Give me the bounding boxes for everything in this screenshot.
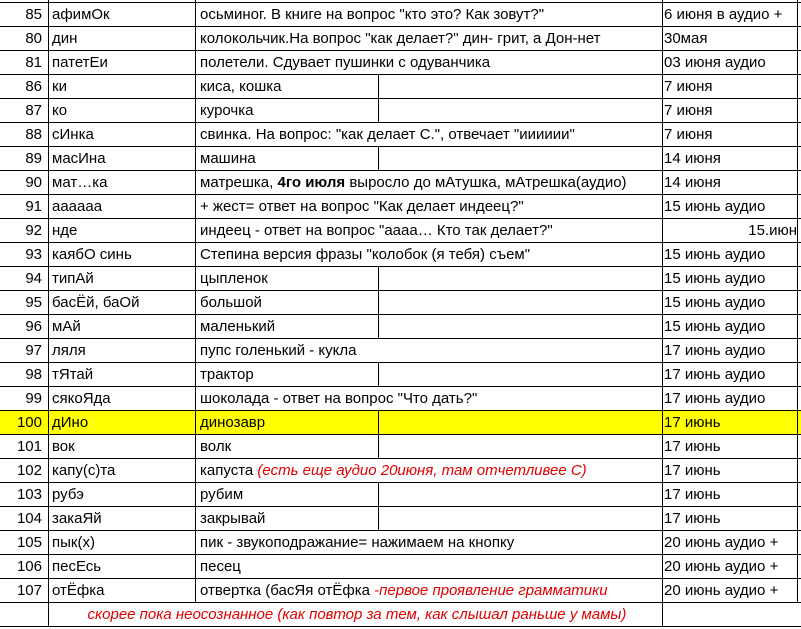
date-cell[interactable]: 20 июнь аудио + bbox=[664, 558, 779, 575]
meaning-bold-text: 4го июля bbox=[277, 174, 346, 191]
meaning-text: свинка. На вопрос: "как делает С.", отвечает "ииииии" bbox=[200, 126, 575, 143]
meaning-text: выросло до мАтушка, мАтрешка(аудио) bbox=[345, 174, 627, 191]
word-cell[interactable]: ляля bbox=[52, 342, 86, 359]
date-cell[interactable]: 03 июня аудио bbox=[664, 54, 766, 71]
word-cell[interactable]: мат…ка bbox=[52, 174, 108, 191]
meaning-text: пупс голенький - кукла bbox=[200, 342, 357, 359]
meaning-cell[interactable] bbox=[200, 531, 662, 555]
word-cell[interactable]: каябО синь bbox=[52, 246, 132, 263]
table-row bbox=[0, 219, 801, 243]
row-border bbox=[0, 530, 801, 531]
meaning-note: (есть еще аудио 20июня, там отчетливее С) bbox=[257, 462, 587, 479]
row-border bbox=[0, 242, 801, 243]
meaning-text: рубим bbox=[200, 486, 244, 503]
table-row bbox=[0, 147, 801, 171]
row-border bbox=[0, 314, 801, 315]
row-number-cell[interactable]: 88 bbox=[25, 126, 42, 143]
meaning-cell[interactable] bbox=[200, 507, 662, 531]
row-border bbox=[0, 434, 801, 435]
word-cell[interactable]: отЁфка bbox=[52, 582, 105, 599]
date-cell[interactable]: 17 июнь bbox=[664, 414, 721, 431]
word-cell[interactable]: дин bbox=[52, 30, 78, 47]
row-number-cell[interactable]: 81 bbox=[25, 54, 42, 71]
cell-border bbox=[378, 146, 379, 171]
date-cell[interactable]: 15 июнь аудио bbox=[664, 246, 766, 263]
meaning-cell[interactable] bbox=[200, 555, 662, 579]
word-cell[interactable]: патетЕи bbox=[52, 54, 108, 71]
row-number-cell[interactable]: 94 bbox=[25, 270, 42, 287]
table-row bbox=[0, 531, 801, 555]
meaning-cell[interactable] bbox=[200, 459, 662, 483]
row-border bbox=[0, 458, 801, 459]
table-row bbox=[0, 291, 801, 315]
word-cell[interactable]: дИно bbox=[52, 414, 89, 431]
row-number-cell[interactable]: 87 bbox=[25, 102, 42, 119]
meaning-text: машина bbox=[200, 150, 256, 167]
word-cell[interactable]: ки bbox=[52, 78, 67, 95]
word-cell[interactable]: афимОк bbox=[52, 6, 110, 23]
meaning-cell[interactable] bbox=[200, 3, 662, 27]
date-cell[interactable]: 7 июня bbox=[664, 102, 713, 119]
row-border bbox=[0, 266, 801, 267]
table-row bbox=[0, 579, 801, 603]
date-cell[interactable]: 7 июня bbox=[664, 126, 713, 143]
row-border bbox=[0, 98, 801, 99]
meaning-text: волк bbox=[200, 438, 232, 455]
meaning-cell[interactable] bbox=[200, 267, 662, 291]
date-cell[interactable]: 6 июня в аудио + bbox=[664, 6, 783, 23]
row-border bbox=[0, 2, 801, 3]
cell-border bbox=[378, 290, 379, 315]
table-row bbox=[0, 483, 801, 507]
meaning-cell[interactable] bbox=[200, 219, 662, 243]
date-cell[interactable]: 14 июня bbox=[664, 174, 721, 191]
meaning-text: закрывай bbox=[200, 510, 266, 527]
row-number-cell[interactable]: 93 bbox=[25, 246, 42, 263]
table-row bbox=[0, 243, 801, 267]
date-cell[interactable]: 7 июня bbox=[664, 78, 713, 95]
date-cell[interactable]: 17 июнь аудио bbox=[664, 390, 766, 407]
meaning-cell[interactable] bbox=[200, 483, 662, 507]
cell-border bbox=[378, 98, 379, 123]
row-number-cell[interactable]: 89 bbox=[25, 150, 42, 167]
word-cell[interactable]: капу(с)та bbox=[52, 462, 116, 479]
table-row bbox=[0, 555, 801, 579]
meaning-cell[interactable] bbox=[200, 291, 662, 315]
row-border bbox=[0, 170, 801, 171]
meaning-text: трактор bbox=[200, 366, 254, 383]
meaning-text: матрешка, bbox=[200, 174, 278, 191]
column-border bbox=[662, 0, 663, 627]
row-border bbox=[0, 578, 801, 579]
meaning-cell[interactable] bbox=[200, 435, 662, 459]
meaning-cell[interactable] bbox=[200, 27, 662, 51]
meaning-cell[interactable] bbox=[200, 75, 662, 99]
row-number-cell[interactable]: 92 bbox=[25, 222, 42, 239]
row-number-cell[interactable]: 100 bbox=[16, 414, 42, 431]
date-cell[interactable]: 17 июнь bbox=[664, 510, 721, 527]
table-row bbox=[0, 99, 801, 123]
meaning-cell[interactable] bbox=[200, 339, 662, 363]
word-cell[interactable]: рубэ bbox=[52, 486, 84, 503]
row-number-cell[interactable]: 102 bbox=[16, 462, 42, 479]
row-number-cell[interactable]: 95 bbox=[25, 294, 42, 311]
meaning-text: шоколада - ответ на вопрос "Что дать?" bbox=[200, 390, 478, 407]
row-number-cell[interactable]: 98 bbox=[25, 366, 42, 383]
meaning-note: -первое проявление грамматики bbox=[374, 582, 608, 599]
row-number-cell[interactable]: 107 bbox=[16, 582, 42, 599]
meaning-cell[interactable] bbox=[200, 195, 662, 219]
meaning-text: Степина версия фразы "колобок (я тебя) съем" bbox=[200, 246, 531, 263]
row-number-cell[interactable]: 90 bbox=[25, 174, 42, 191]
table-row bbox=[0, 435, 801, 459]
meaning-text: киса, кошка bbox=[200, 78, 282, 95]
row-border bbox=[0, 410, 801, 411]
word-cell[interactable]: закаЯй bbox=[52, 510, 102, 527]
row-border bbox=[0, 146, 801, 147]
meaning-text: пик - звукоподражание= нажимаем на кнопку bbox=[200, 534, 515, 551]
word-cell[interactable]: типАй bbox=[52, 270, 94, 287]
meaning-cell[interactable] bbox=[200, 363, 662, 387]
row-border bbox=[0, 386, 801, 387]
row-number-cell[interactable]: 97 bbox=[25, 342, 42, 359]
meaning-text: отвертка (басЯя отЁфка bbox=[200, 582, 375, 599]
meaning-cell[interactable] bbox=[200, 147, 662, 171]
table-row bbox=[0, 339, 801, 363]
date-cell[interactable]: 15.июн bbox=[748, 222, 797, 239]
table-row bbox=[0, 387, 801, 411]
row-number-cell[interactable]: 101 bbox=[16, 438, 42, 455]
word-cell[interactable]: масИна bbox=[52, 150, 106, 167]
meaning-cell[interactable] bbox=[200, 51, 662, 75]
row-number-cell[interactable]: 91 bbox=[25, 198, 42, 215]
table-row bbox=[0, 171, 801, 195]
table-row bbox=[0, 51, 801, 75]
date-cell[interactable]: 15 июнь аудио bbox=[664, 198, 766, 215]
meaning-text: индеец - ответ на вопрос "аааа… Кто так делает?" bbox=[200, 222, 553, 239]
table-row bbox=[0, 315, 801, 339]
date-cell[interactable]: 15 июнь аудио bbox=[664, 270, 766, 287]
table-row bbox=[0, 3, 801, 27]
date-cell[interactable]: 14 июня bbox=[664, 150, 721, 167]
meaning-text: осьминог. В книге на вопрос "кто это? Как зовут?" bbox=[200, 6, 545, 23]
date-cell[interactable]: 17 июнь bbox=[664, 486, 721, 503]
word-cell[interactable]: мАй bbox=[52, 318, 81, 335]
meaning-cell[interactable] bbox=[200, 123, 662, 147]
row-border bbox=[0, 26, 801, 27]
cell-border bbox=[378, 362, 379, 387]
column-border bbox=[797, 0, 798, 603]
date-cell[interactable]: 17 июнь bbox=[664, 438, 721, 455]
row-border bbox=[0, 362, 801, 363]
row-number-cell[interactable]: 86 bbox=[25, 78, 42, 95]
row-border bbox=[0, 506, 801, 507]
meaning-text: полетели. Сдувает пушинки с одуванчика bbox=[200, 54, 491, 71]
word-cell[interactable]: песЕсь bbox=[52, 558, 102, 575]
meaning-cell[interactable] bbox=[200, 387, 662, 411]
row-number-cell[interactable]: 103 bbox=[16, 486, 42, 503]
meaning-cell[interactable] bbox=[200, 315, 662, 339]
cell-border bbox=[378, 314, 379, 339]
table-row bbox=[0, 123, 801, 147]
word-cell[interactable]: басЁй, баОй bbox=[52, 294, 140, 311]
date-cell[interactable]: 15 июнь аудио bbox=[664, 294, 766, 311]
meaning-text: колокольчик.На вопрос "как делает?" дин- грит, а Дон-нет bbox=[200, 30, 601, 47]
date-cell[interactable]: 17 июнь аудио bbox=[664, 342, 766, 359]
word-cell[interactable]: нде bbox=[52, 222, 78, 239]
table-row bbox=[0, 195, 801, 219]
row-number-cell[interactable]: 96 bbox=[25, 318, 42, 335]
footnote-text: скорее пока неосознанное (как повтор за тем, как слышал раньше у мамы) bbox=[87, 606, 627, 623]
cell-border bbox=[378, 266, 379, 291]
row-border bbox=[0, 554, 801, 555]
meaning-cell[interactable] bbox=[200, 99, 662, 123]
row-border bbox=[0, 194, 801, 195]
table-row bbox=[0, 411, 801, 435]
word-cell[interactable]: аааааа bbox=[52, 198, 103, 215]
word-cell[interactable]: сИнка bbox=[52, 126, 94, 143]
meaning-text: песец bbox=[200, 558, 241, 575]
word-cell[interactable]: вок bbox=[52, 438, 75, 455]
row-number-cell[interactable]: 85 bbox=[25, 6, 42, 23]
word-cell[interactable]: тЯтай bbox=[52, 366, 94, 383]
word-cell[interactable]: пык(х) bbox=[52, 534, 95, 551]
meaning-text: динозавр bbox=[200, 414, 266, 431]
meaning-cell[interactable] bbox=[200, 171, 662, 195]
meaning-text: большой bbox=[200, 294, 262, 311]
meaning-cell[interactable] bbox=[200, 579, 662, 603]
meaning-text: капуста bbox=[200, 462, 258, 479]
row-number-cell[interactable]: 105 bbox=[16, 534, 42, 551]
meaning-text: курочка bbox=[200, 102, 254, 119]
date-cell[interactable]: 17 июнь аудио bbox=[664, 366, 766, 383]
row-border bbox=[0, 74, 801, 75]
cell-border bbox=[378, 74, 379, 99]
row-border bbox=[0, 50, 801, 51]
row-number-cell[interactable]: 99 bbox=[25, 390, 42, 407]
row-number-cell[interactable]: 106 bbox=[16, 558, 42, 575]
date-cell[interactable]: 20 июнь аудио + bbox=[664, 534, 779, 551]
cell-border bbox=[378, 410, 379, 435]
row-border bbox=[0, 218, 801, 219]
row-number-cell[interactable]: 80 bbox=[25, 30, 42, 47]
table-row bbox=[0, 27, 801, 51]
cell-border bbox=[378, 434, 379, 459]
table-row bbox=[0, 267, 801, 291]
table-row bbox=[0, 459, 801, 483]
meaning-cell[interactable] bbox=[200, 411, 662, 435]
cell-border bbox=[378, 482, 379, 507]
meaning-text: цыпленок bbox=[200, 270, 268, 287]
date-cell[interactable]: 20 июнь аудио + bbox=[664, 582, 779, 599]
cell-border bbox=[378, 506, 379, 531]
meaning-text: маленький bbox=[200, 318, 276, 335]
row-border bbox=[0, 290, 801, 291]
word-cell[interactable]: сякоЯда bbox=[52, 390, 111, 407]
date-cell[interactable]: 30мая bbox=[664, 30, 708, 47]
column-border bbox=[48, 0, 49, 627]
word-cell[interactable]: ко bbox=[52, 102, 68, 119]
row-number-cell[interactable]: 104 bbox=[16, 510, 42, 527]
row-border bbox=[0, 482, 801, 483]
table-row bbox=[0, 363, 801, 387]
table-row bbox=[0, 75, 801, 99]
date-cell[interactable]: 15 июнь аудио bbox=[664, 318, 766, 335]
date-cell[interactable]: 17 июнь bbox=[664, 462, 721, 479]
table-row bbox=[0, 507, 801, 531]
meaning-text: + жест= ответ на вопрос "Как делает индеец?" bbox=[200, 198, 524, 215]
row-border bbox=[0, 338, 801, 339]
row-border bbox=[0, 122, 801, 123]
meaning-cell[interactable] bbox=[200, 243, 662, 267]
column-border bbox=[195, 0, 196, 603]
